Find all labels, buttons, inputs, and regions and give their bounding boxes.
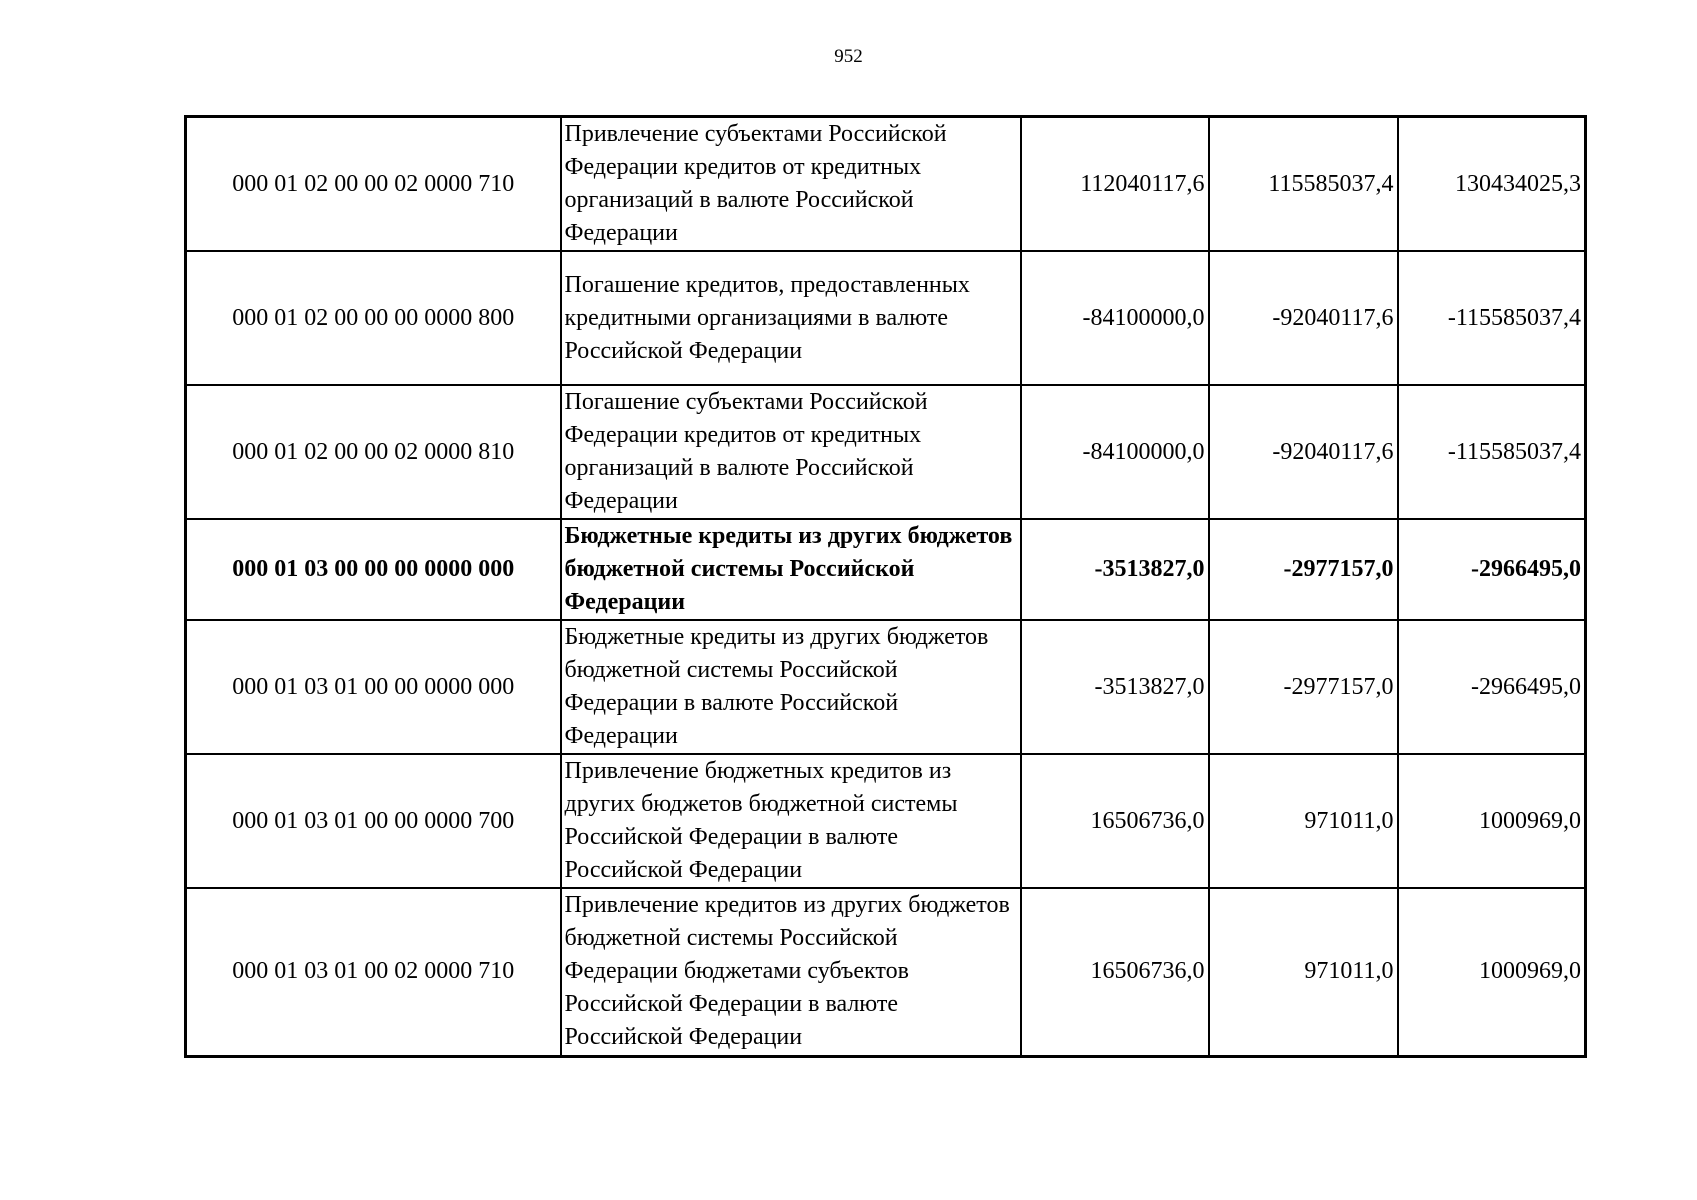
budget-code-cell: 000 01 02 00 00 02 0000 710 (186, 117, 561, 252)
amount-year3-cell: 130434025,3 (1398, 117, 1586, 252)
amount-year2-cell: 115585037,4 (1209, 117, 1398, 252)
budget-code-cell: 000 01 03 00 00 00 0000 000 (186, 519, 561, 620)
item-name-cell: Погашение субъектами Российской Федерации кредитов от кредитных организаций в валюте Российской Федерации (561, 385, 1021, 519)
amount-year3-cell: 1000969,0 (1398, 754, 1586, 888)
amount-year2-cell: -92040117,6 (1209, 385, 1398, 519)
item-name-cell: Привлечение субъектами Российской Федерации кредитов от кредитных организаций в валюте Российской Федерации (561, 117, 1021, 252)
budget-code-cell: 000 01 02 00 00 00 0000 800 (186, 251, 561, 385)
budget-code-cell: 000 01 02 00 00 02 0000 810 (186, 385, 561, 519)
amount-year1-cell: 16506736,0 (1021, 754, 1209, 888)
table-row (186, 117, 1586, 252)
amount-year3-cell: -2966495,0 (1398, 519, 1586, 620)
table-row (186, 620, 1586, 754)
page-number: 952 (834, 46, 863, 67)
amount-year3-cell: 1000969,0 (1398, 888, 1586, 1056)
amount-year2-cell: -2977157,0 (1209, 620, 1398, 754)
item-name-cell: Бюджетные кредиты из других бюджетов бюджетной системы Российской Федерации (561, 519, 1021, 620)
amount-year2-cell: -2977157,0 (1209, 519, 1398, 620)
amount-year1-cell: -84100000,0 (1021, 251, 1209, 385)
table-row (186, 385, 1586, 519)
item-name-cell: Привлечение бюджетных кредитов из других бюджетов бюджетной системы Российской Федерации в валюте Российской Федерации (561, 754, 1021, 888)
amount-year2-cell: -92040117,6 (1209, 251, 1398, 385)
amount-year1-cell: -84100000,0 (1021, 385, 1209, 519)
amount-year1-cell: 16506736,0 (1021, 888, 1209, 1056)
budget-code-cell: 000 01 03 01 00 00 0000 700 (186, 754, 561, 888)
amount-year3-cell: -2966495,0 (1398, 620, 1586, 754)
budget-code-cell: 000 01 03 01 00 02 0000 710 (186, 888, 561, 1056)
item-name-cell: Погашение кредитов, предоставленных кредитными организациями в валюте Российской Федерации (561, 251, 1021, 385)
amount-year1-cell: -3513827,0 (1021, 620, 1209, 754)
amount-year1-cell: -3513827,0 (1021, 519, 1209, 620)
item-name-cell: Привлечение кредитов из других бюджетов бюджетной системы Российской Федерации бюджетами субъектов Российской Федерации в валюте Российской Федерации (561, 888, 1021, 1056)
budget-sources-table (184, 115, 1587, 1058)
amount-year3-cell: -115585037,4 (1398, 385, 1586, 519)
table-row (186, 754, 1586, 888)
table-row (186, 519, 1586, 620)
amount-year2-cell: 971011,0 (1209, 754, 1398, 888)
amount-year1-cell: 112040117,6 (1021, 117, 1209, 252)
table-row (186, 888, 1586, 1056)
amount-year3-cell: -115585037,4 (1398, 251, 1586, 385)
item-name-cell: Бюджетные кредиты из других бюджетов бюджетной системы Российской Федерации в валюте Российской Федерации (561, 620, 1021, 754)
amount-year2-cell: 971011,0 (1209, 888, 1398, 1056)
budget-code-cell: 000 01 03 01 00 00 0000 000 (186, 620, 561, 754)
table-row (186, 251, 1586, 385)
